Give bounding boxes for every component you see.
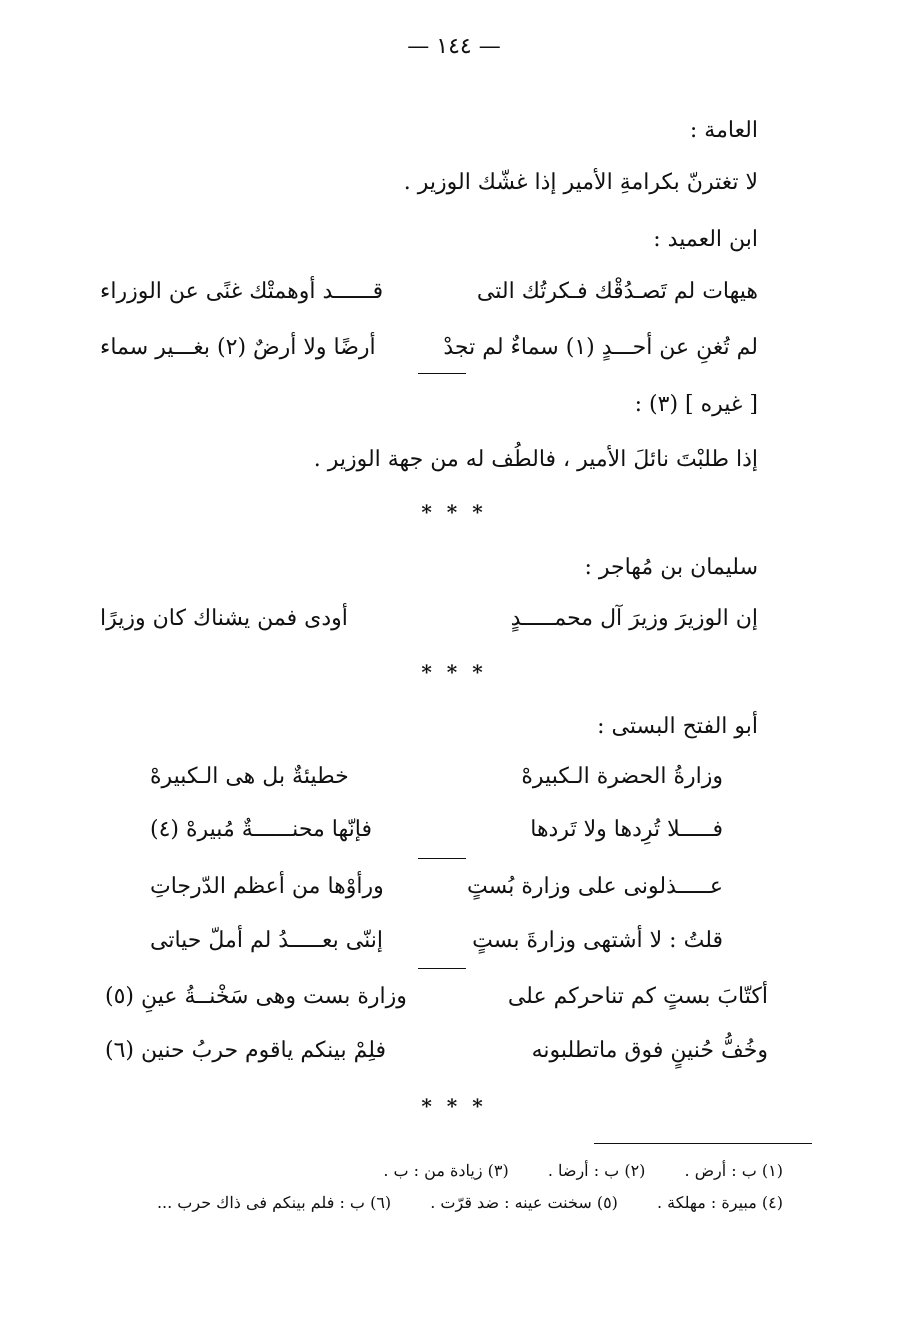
footnote-3: (٣) زيادة من : ب . xyxy=(383,1161,509,1180)
speaker-busti: أبو الفتح البستى : xyxy=(597,714,758,739)
prose-amma: لا تغترنّ بكرامةِ الأمير إذا غشّك الوزير . xyxy=(403,170,758,195)
busti-v2-second: فإنّها محنــــــةٌ مُبيرهْ (٤) xyxy=(150,817,372,842)
footnote-5: (٥) سخنت عينه : ضد قرّت . xyxy=(430,1193,618,1212)
footnote-1: (١) ب : أرض . xyxy=(684,1161,783,1180)
busti-v4-first: قلتُ : لا أشتهى وزارةَ بستٍ xyxy=(472,928,723,953)
busti-v2-first: فـــــلا تُرِدها ولا تَردها xyxy=(530,817,723,842)
page-number: — ١٤٤ — xyxy=(407,34,501,59)
speaker-ibn-amid: ابن العميد : xyxy=(653,227,758,252)
prose-ibn-amid: إذا طلبْتَ نائلَ الأمير ، فالطُف له من جهة الوزير . xyxy=(313,447,758,472)
hemistich-separator xyxy=(418,968,466,969)
speaker-amma: العامة : xyxy=(689,118,758,143)
busti-v6-first: وخُفُّ حُنينٍ فوق ماتطلبونه xyxy=(531,1038,768,1063)
footnotes-row-2 xyxy=(123,1192,783,1214)
footnote-4: (٤) مبيرة : مهلكة . xyxy=(657,1193,783,1212)
footnote-2: (٢) ب : أرضا . xyxy=(547,1161,646,1180)
verse-sulayman-second: أودى فمن يشناك كان وزيرًا xyxy=(100,606,348,631)
verse-3: [ غيره ] (٣) : xyxy=(634,392,758,417)
busti-v1-second: خطيئةٌ بل هى الـكبيرهْ xyxy=(150,764,349,789)
footnotes-row-1 xyxy=(349,1160,783,1182)
verse-1-second-hemistich: قــــــد أوهمتْك غنًى عن الوزراء xyxy=(100,279,384,304)
busti-v3-second: ورأوْها من أعظم الدّرجاتِ xyxy=(150,874,384,899)
footnote-rule xyxy=(594,1143,812,1144)
hemistich-separator xyxy=(418,858,466,859)
section-divider-stars: * * * xyxy=(421,500,487,524)
verse-2-second-hemistich: أرضًا ولا أرضٌ (٢) بغـــير سماء xyxy=(100,335,376,360)
busti-v4-second: إننّى بعـــــدُ لم أملّ حياتى xyxy=(150,928,383,953)
speaker-sulayman: سليمان بن مُهاجر : xyxy=(584,555,758,580)
busti-v3-first: عـــــذلونى على وزارة بُستٍ xyxy=(466,874,723,899)
busti-v6-second: فلِمْ بينكم ياقوم حربُ حنين (٦) xyxy=(105,1038,387,1063)
busti-v5-first: أكتّابَ بستٍ كم تناحركم على xyxy=(507,984,768,1009)
hemistich-separator xyxy=(418,373,466,374)
section-divider-stars: * * * xyxy=(421,660,487,684)
verse-sulayman-first: إن الوزيرَ وزيرَ آل محمـــــدٍ xyxy=(510,606,758,631)
footnote-6: (٦) ب : فلم بينكم فى ذاك حرب ... xyxy=(156,1193,392,1212)
section-divider-stars: * * * xyxy=(421,1094,487,1118)
verse-1-first-hemistich: هيهات لم تَصـدُقْك فـكرتُك التى xyxy=(476,279,758,304)
verse-2-first-hemistich: لم تُغنِ عن أحـــدٍ (١) سماءٌ لم تجدْ xyxy=(443,335,758,360)
busti-v1-first: وزارةُ الحضرة الـكبيرهْ xyxy=(521,764,723,789)
busti-v5-second: وزارة بست وهى سَخْنــةُ عينِ (٥) xyxy=(105,984,407,1009)
